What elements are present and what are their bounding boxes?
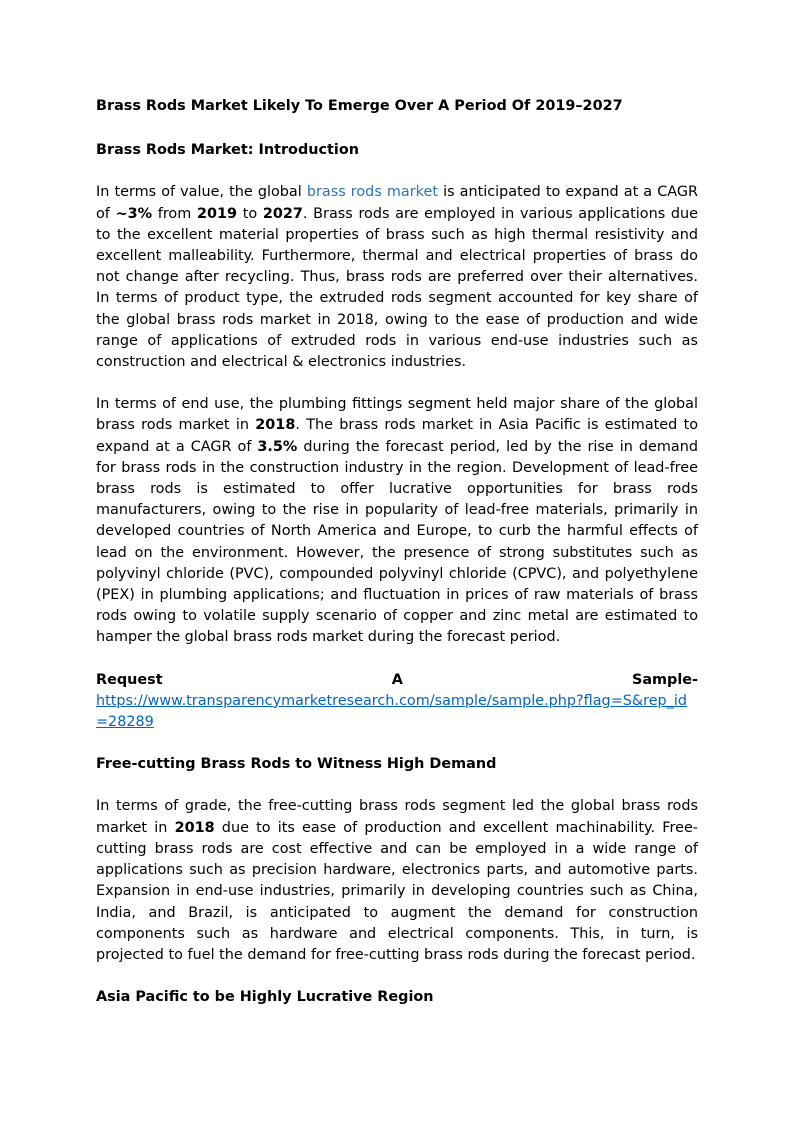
section-heading-introduction: Brass Rods Market: Introduction xyxy=(96,142,359,159)
request-sample-link[interactable]: https://www.transparencymarketresearch.com/sample/sample.php?flag=S&rep_id=28289 xyxy=(96,692,688,731)
a-word: A xyxy=(391,671,403,688)
text-run: . Brass rods are employed in various applications due to the excellent material properties of brass such as high thermal resistivity and excellent malleability. Furthermore, thermal and electrical properties of brass do not change after recycling. Thus, brass rods are preferred over their alternatives. In terms of product type, the extruded rods segment accounted for key share of the global brass rods market in 2018, owing to the ease of production and wide range of applications of extruded rods in various end-use industries such as construction and electrical & electronics industries. xyxy=(96,205,698,371)
sample-word: Sample- xyxy=(631,671,698,688)
text-run: In terms of end use, the plumbing fittings segment held major share of the global brass rods market in xyxy=(96,396,698,434)
section-heading-free-cutting: Free-cutting Brass Rods to Witness High Demand xyxy=(96,756,497,773)
document-title: Brass Rods Market Likely To Emerge Over A Period Of 2019–2027 xyxy=(96,98,623,114)
text-run: . The brass rods market in Asia Pacific is estimated to expand at a CAGR of xyxy=(96,417,699,455)
request-sample-block xyxy=(96,670,698,734)
text-run: due to its ease of production and excellent machinability. Free-cutting brass rods are cost effective and can be employed in a wide range of applications such as precision hardware, electronics parts, and automotive parts. Expansion in end-use industries, primarily in developing countries such as China, India, and Brazil, is anticipated to augment the demand for construction components such as hardware and electrical components. This, in turn, is projected to fuel the demand for free-cutting brass rods during the forecast period. xyxy=(96,819,698,963)
document-page xyxy=(96,96,698,1029)
end-year: 2027 xyxy=(262,205,303,222)
brass-rods-market-link[interactable]: brass rods market xyxy=(306,184,438,201)
start-year: 2019 xyxy=(196,205,237,222)
paragraph-end-use xyxy=(96,394,698,648)
grade-year: 2018 xyxy=(174,819,215,836)
request-sample-label xyxy=(96,670,698,691)
text-run: during the forecast period, led by the rise in demand for brass rods in the construction industry in the region. Development of lead-free brass rods is estimated to offer lucrative opportunities for brass rods manufacturers, owing to the rise in popularity of lead-free materials, primarily in developed countries of North America and Europe, to curb the harmful effects of lead on the environment. However, the presence of strong substitutes such as polyvinyl chloride (PVC), compounded polyvinyl chloride (CPVC), and polyethylene (PEX) in plumbing applications; and fluctuation in prices of raw materials of brass rods owing to volatile supply scenario of copper and zinc metal are estimated to hamper the global brass rods market during the forecast period. xyxy=(96,438,699,646)
text-run: from xyxy=(152,205,197,222)
paragraph-free-cutting xyxy=(96,796,698,966)
request-word: Request xyxy=(96,671,163,688)
text-run: to xyxy=(237,205,263,222)
base-year: 2018 xyxy=(255,417,296,434)
text-run: In terms of value, the global xyxy=(96,184,307,201)
cagr-value: ~3% xyxy=(115,205,153,222)
text-run: is anticipated to expand at a CAGR of xyxy=(96,184,699,222)
text-run: In terms of grade, the free-cutting brass rods segment led the global brass rods market in xyxy=(96,798,698,836)
section-heading-asia-pacific: Asia Pacific to be Highly Lucrative Region xyxy=(96,989,434,1006)
asia-pacific-cagr: 3.5% xyxy=(257,438,298,455)
paragraph-introduction xyxy=(96,182,698,373)
sample-url-line xyxy=(96,691,698,733)
